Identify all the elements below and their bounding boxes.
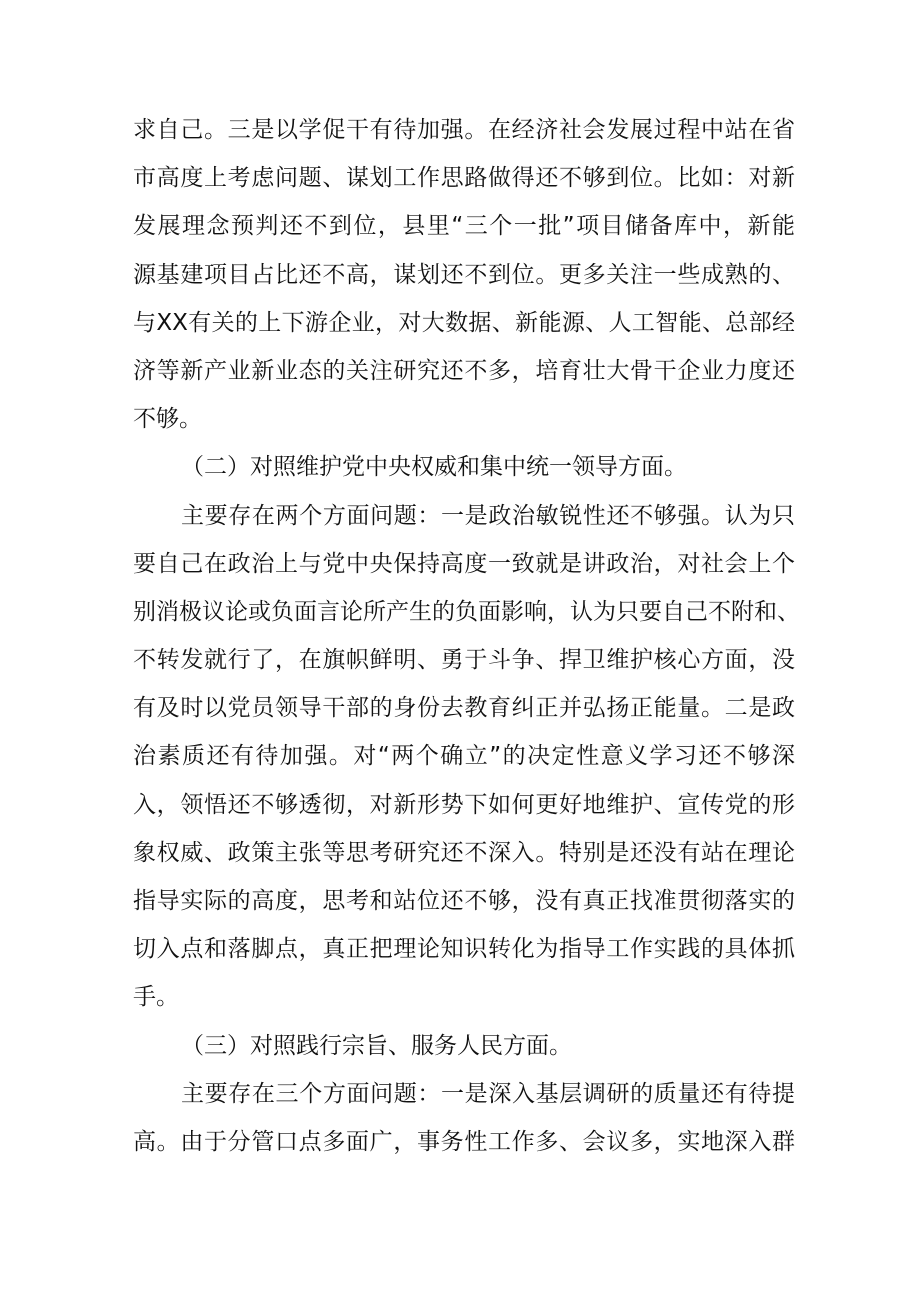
text-line: 象权威、政策主张等思考研究还不深入。特别是还没有站在理论 <box>133 839 795 866</box>
text-line: 市高度上考虑问题、谋划工作思路做得还不够到位。比如：对新 <box>133 165 795 192</box>
text-line: 要自己在政治上与党中央保持高度一致就是讲政治，对社会上个 <box>133 550 795 577</box>
text-line: 济等新产业新业态的关注研究还不多，培育壮大骨干企业力度还 <box>133 357 795 384</box>
text-line: 不转发就行了，在旗帜鲜明、勇于斗争、捍卫维护核心方面，没 <box>133 647 795 674</box>
text-line: 不够。 <box>133 406 202 433</box>
text-line: 指导实际的高度，思考和站位还不够，没有真正找准贯彻落实的 <box>133 888 795 914</box>
text-line: 高。由于分管口点多面广，事务性工作多、会议多，实地深入群 <box>133 1128 795 1155</box>
text-line: 手。 <box>133 984 179 1011</box>
section-heading: （三）对照践行宗旨、服务人民方面。 <box>181 1032 572 1059</box>
text-line: 有及时以党员领导干部的身份去教育纠正并弘扬正能量。二是政 <box>133 695 795 722</box>
text-line: 主要存在两个方面问题：一是政治敏锐性还不够强。认为只 <box>181 502 795 529</box>
text-line: 别消极议论或负面言论所产生的负面影响，认为只要自己不附和、 <box>133 598 800 625</box>
document-body <box>133 106 800 1166</box>
text-line: 入，领悟还不够透彻，对新形势下如何更好地维护、宣传党的形 <box>133 791 795 818</box>
section-heading: （二）对照维护党中央权威和集中统一领导方面。 <box>181 454 687 481</box>
text-line: 源基建项目占比还不高，谋划还不到位。更多关注一些成熟的、 <box>133 261 795 288</box>
text-line: 发展理念预判还不到位，县里“三个一批”项目储备库中，新能 <box>133 213 795 240</box>
text-line: 求自己。三是以学促干有待加强。在经济社会发展过程中站在省 <box>133 117 795 143</box>
text-line: 主要存在三个方面问题：一是深入基层调研的质量还有待提 <box>181 1080 795 1107</box>
text-line: 切入点和落脚点，真正把理论知识转化为指导工作实践的具体抓 <box>133 936 795 963</box>
text-line: 与XX有关的上下游企业，对大数据、新能源、人工智能、总部经 <box>133 309 795 336</box>
text-line: 治素质还有待加强。对“两个确立”的决定性意义学习还不够深 <box>133 743 795 770</box>
